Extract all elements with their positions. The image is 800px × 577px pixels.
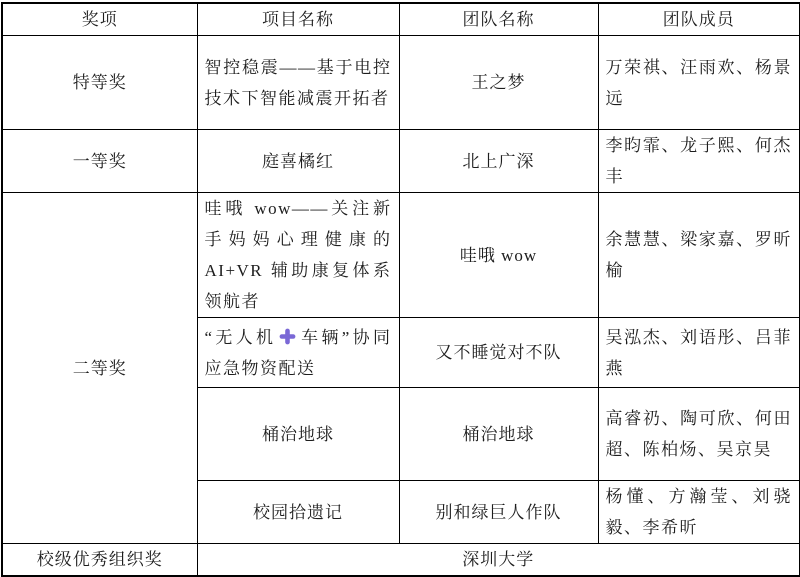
header-cell-award: 奖项 [2, 3, 197, 36]
plus-icon [278, 327, 297, 346]
members-cell: 高睿礽、陶可欣、何田超、陈柏炀、吴京昊 [598, 388, 800, 481]
header-cell-team: 团队名称 [399, 3, 598, 36]
award-cell-special-prize: 特等奖 [2, 36, 197, 130]
table-row [2, 193, 800, 318]
footer-row [2, 544, 800, 577]
header-row [2, 3, 800, 36]
table-row [2, 130, 800, 193]
award-cell-first-prize: 一等奖 [2, 130, 197, 193]
project-cell: 智控稳震——基于电控技术下智能减震开拓者 [197, 36, 399, 130]
header-cell-members: 团队成员 [598, 3, 800, 36]
project-text-prefix: “无人机 [204, 327, 277, 347]
team-cell: 王之梦 [399, 36, 598, 130]
project-cell: 庭喜橘红 [197, 130, 399, 193]
award-cell-organization-prize: 校级优秀组织奖 [2, 544, 197, 577]
project-cell: 校园拾遗记 [197, 481, 399, 544]
award-cell-second-prize: 二等奖 [2, 193, 197, 544]
members-cell: 余慧慧、梁家嘉、罗昕榆 [598, 193, 800, 318]
team-cell: 别和绿巨人作队 [399, 481, 598, 544]
members-cell: 杨懂、方瀚莹、刘骁毅、李希昕 [598, 481, 800, 544]
members-cell: 吴泓杰、刘语彤、吕菲燕 [598, 318, 800, 388]
team-cell: 桶治地球 [399, 388, 598, 481]
project-cell [197, 318, 399, 388]
project-text-suffix: 车辆”协同应急物资配送 [204, 327, 392, 378]
team-cell: 哇哦 wow [399, 193, 598, 318]
team-cell: 又不睡觉对不队 [399, 318, 598, 388]
awards-table [1, 2, 800, 577]
members-cell: 万荣祺、汪雨欢、杨景远 [598, 36, 800, 130]
table-row [2, 36, 800, 130]
organization-cell: 深圳大学 [197, 544, 800, 577]
project-cell: 桶治地球 [197, 388, 399, 481]
team-cell: 北上广深 [399, 130, 598, 193]
members-cell: 李昀霏、龙子熙、何杰丰 [598, 130, 800, 193]
header-cell-project: 项目名称 [197, 3, 399, 36]
project-cell: 哇哦 wow——关注新手妈妈心理健康的 AI+VR 辅助康复体系领航者 [197, 193, 399, 318]
